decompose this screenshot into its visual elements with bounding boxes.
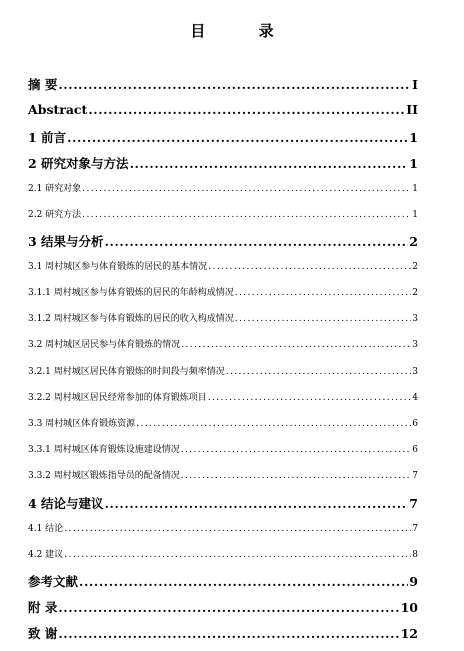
toc-entry-label: 3.2 周村城区居民参与体育锻炼的情况 [28, 340, 181, 350]
toc-leader-dots [105, 234, 409, 249]
toc-entry-page: 6 [412, 419, 418, 429]
toc-entry-page: 1 [412, 184, 418, 194]
toc-leader-dots [82, 184, 411, 194]
toc-entry-label: 参考文献 [28, 574, 79, 589]
toc-entry-page: II [406, 102, 418, 117]
toc-entry [28, 259, 418, 272]
toc-leader-dots [181, 471, 412, 481]
toc-entry [28, 181, 418, 194]
toc-entry-page: 2 [412, 262, 418, 272]
toc-entry [28, 468, 418, 481]
toc-entry [28, 598, 418, 616]
toc-entry [28, 364, 418, 377]
toc-leader-dots [67, 130, 408, 145]
toc-leader-dots [105, 496, 409, 511]
toc-leader-dots [58, 626, 399, 641]
toc-entry-page: 2 [412, 288, 418, 298]
toc-entry-label: 1 前言 [28, 130, 67, 145]
toc-leader-dots [64, 524, 411, 534]
toc-leader-dots [208, 393, 412, 403]
toc-leader-dots [235, 288, 412, 298]
toc-entry-page: 3 [412, 340, 418, 350]
toc-entry [28, 547, 418, 560]
toc-entry [28, 521, 418, 534]
toc-entry-page: 3 [412, 367, 418, 377]
toc-leader-dots [235, 314, 412, 324]
toc-entry-page: 3 [412, 314, 418, 324]
toc-leader-dots [136, 419, 411, 429]
toc-entry-label: 3.1.1 周村城区参与体育锻炼的居民的年龄构成情况 [28, 288, 234, 298]
toc-entry-label: 3.1.2 周村城区参与体育锻炼的居民的收入构成情况 [28, 314, 234, 324]
toc-entry-label: 4 结论与建议 [28, 496, 104, 511]
toc-entry [28, 311, 418, 324]
toc-entry [28, 207, 418, 220]
toc-entry-label: 3 结果与分析 [28, 234, 104, 249]
toc-entry [28, 572, 418, 590]
toc-entry-label: 2.1 研究对象 [28, 184, 82, 194]
toc-entry-page: I [412, 77, 418, 92]
toc-entry [28, 442, 418, 455]
toc-entry-label: 摘 要 [28, 77, 58, 92]
toc-entry-label: Abstract [28, 102, 88, 117]
toc-entry-page: 12 [400, 626, 418, 641]
toc-entry-page: 4 [412, 393, 418, 403]
toc-entry-label: 2 研究对象与方法 [28, 156, 129, 171]
toc-entry-page: 1 [409, 156, 418, 171]
toc-entry-page: 7 [412, 524, 418, 534]
toc-entry [28, 416, 418, 429]
toc-entry-label: 附 录 [28, 600, 58, 615]
toc-entry-page: 2 [409, 234, 418, 249]
toc-leader-dots [58, 600, 399, 615]
toc-entry [28, 102, 418, 117]
toc-leader-dots [181, 445, 412, 455]
toc-leader-dots [58, 77, 411, 92]
toc-title: 目 录 [190, 22, 298, 40]
toc-leader-dots [130, 156, 409, 171]
toc-entry [28, 285, 418, 298]
toc-leader-dots [82, 210, 411, 220]
toc-entry [28, 390, 418, 403]
toc-entry-page: 7 [412, 471, 418, 481]
toc-entry [28, 75, 418, 93]
toc-leader-dots [226, 367, 412, 377]
toc-entry [28, 624, 418, 642]
toc-entry-page: 1 [412, 210, 418, 220]
toc-entry-page: 6 [412, 445, 418, 455]
toc-leader-dots [208, 262, 411, 272]
toc-entry [28, 337, 418, 350]
toc-entry [28, 128, 418, 146]
toc-entry-label: 2.2 研究方法 [28, 210, 82, 220]
toc-entry-page: 10 [400, 600, 418, 615]
toc-leader-dots [79, 574, 408, 589]
toc-entry-label: 3.1 周村城区参与体育锻炼的居民的基本情况 [28, 262, 208, 272]
toc-entry-label: 3.3.1 周村城区体育锻炼设施建设情况 [28, 445, 180, 455]
toc-entry-label: 致 谢 [28, 626, 58, 641]
toc-entry-label: 3.2.1 周村城区居民体育锻炼的时间段与频率情况 [28, 367, 225, 377]
toc-entry [28, 494, 418, 512]
toc-entry-label: 3.3.2 周村城区锻炼指导员的配备情况 [28, 471, 180, 481]
toc-entry-page: 1 [409, 130, 418, 145]
toc-leader-dots [181, 340, 411, 350]
toc-entry-page: 9 [409, 574, 418, 589]
toc-entry-label: 4.1 结论 [28, 524, 64, 534]
toc-entry-label: 4.2 建议 [28, 550, 64, 560]
toc-entry-label: 3.2.2 周村城区居民经常参加的体育锻炼项目 [28, 393, 207, 403]
toc-entry-page: 8 [412, 550, 418, 560]
toc-leader-dots [88, 102, 405, 117]
toc-entry [28, 154, 418, 172]
toc-entry [28, 232, 418, 250]
toc-entry-page: 7 [409, 496, 418, 511]
toc-entry-label: 3.3 周村城区体育锻炼资源 [28, 419, 136, 429]
toc-leader-dots [64, 550, 411, 560]
